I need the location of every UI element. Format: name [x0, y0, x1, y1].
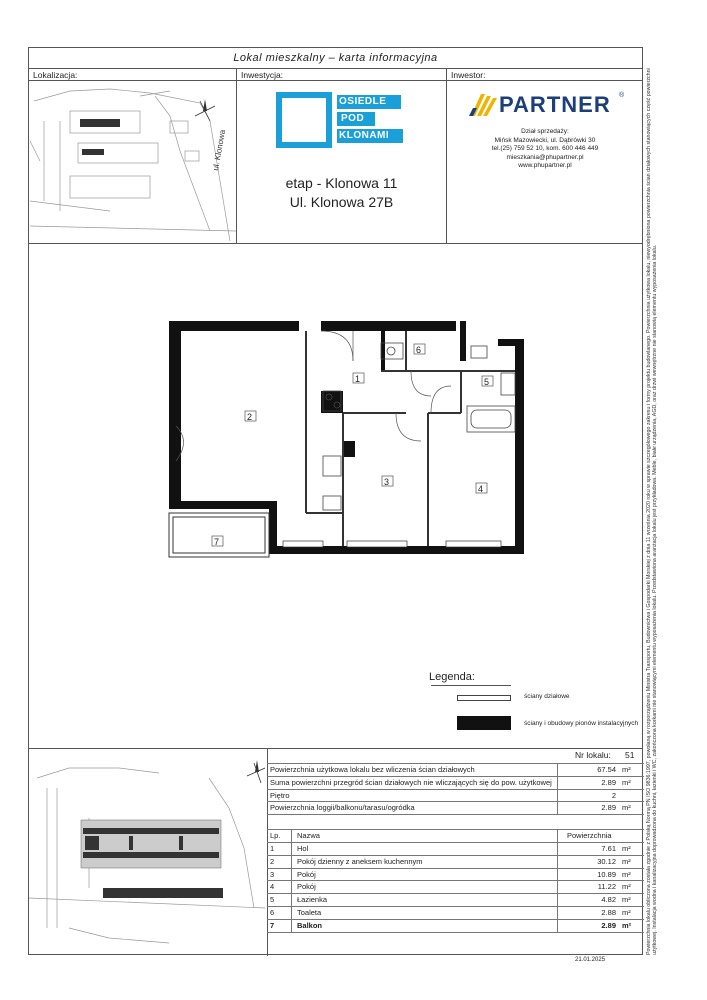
investor-cell [447, 68, 643, 243]
room-row: 5 Łazienka 4.82 m² [267, 894, 644, 907]
room-row: 3 Pokój 10.89 m² [267, 869, 644, 882]
room-label-5: 5 [484, 377, 490, 387]
summary-row: Powierzchnia użytkowa lokalu bez wliczenia ścian działowych 67.54 m² [267, 764, 644, 777]
room-label-2: 2 [247, 412, 253, 422]
building-mini-map [29, 748, 268, 956]
location-label: Lokalizacja: [33, 70, 78, 80]
osiedle-logo-line-2: POD [341, 113, 365, 124]
room-label-6: 6 [416, 345, 422, 355]
room-label-1: 1 [355, 374, 361, 384]
room-row: 2 Pokój dzienny z aneksem kuchennym 30.12 m² [267, 856, 644, 869]
unit-number-value: 51 [625, 750, 635, 760]
disclaimer-text: Powierzchnia lokalu obliczona została zgodnie z Polską Normą PN ISO 9836:1997, powołaną w rozporządzeniu Ministra Transportu, Budownictwa i Gospodarki Morskiej z dnia 11 września 2020 roku w sprawie szczegółowego zakresu i formy projektu budowlanego. Powierzchnia użytkowa lokalu, niewyodrębniona powierzchnia ścian działowych stanowiących część powierzchni użytkowej. Instalacja wodna i kanalizacyjna doprowadzona do kuchni, łazienki i WC, zakończona korkami nie stanowiącymi elementu wyposażenia lokalu. Przedstawiona aranżacja lokalu jest przykładowa. Meble, białe urządzenia, AGD, oraz drzwi wewnętrzne nie stanowią elementu wyposażenia lokalu. [646, 68, 659, 955]
legend-partition-walls: ściany działowe [524, 693, 570, 700]
room-row: 6 Toaleta 2.88 m² [267, 907, 644, 920]
info-sheet [28, 47, 643, 955]
legend-installation-walls: ściany i obudowy pionów instalacyjnych [524, 720, 639, 727]
osiedle-logo-line-1: OSIEDLE [339, 96, 387, 107]
room-label-3: 3 [384, 477, 390, 487]
sales-www[interactable]: www.phupartner.pl [518, 162, 572, 169]
street-label: ul. Klonowa [211, 129, 228, 172]
legend-swatch-solid [457, 716, 511, 730]
partner-logo-icon [469, 92, 499, 118]
location-cell [29, 68, 237, 243]
legend-title: Legenda: [429, 671, 475, 683]
partner-logo-text: PARTNER [499, 92, 611, 117]
room-row: 7 Balkon 2.89 m² [267, 920, 644, 933]
location-map [30, 81, 236, 241]
unit-number-row [267, 748, 644, 764]
summary-row: Piętro 2 [267, 790, 644, 803]
summary-row: Powierzchnia loggii/balkonu/tarasu/ogródka 2.89 m² [267, 802, 644, 815]
sales-title: Dział sprzedaży: [521, 128, 569, 135]
address-text: Ul. Klonowa 27B [289, 194, 394, 210]
investment-label: Inwestycja: [241, 70, 284, 80]
floor-plan [29, 243, 642, 573]
bottom-section [29, 748, 642, 956]
stage-text: etap - Klonowa 11 [285, 175, 398, 191]
room-row: 1 Hol 7.61 m² [267, 843, 644, 856]
unit-number-label: Nr lokalu: [575, 750, 611, 760]
room-row: 4 Pokój 11.22 m² [267, 881, 644, 894]
partner-logo-reg: ® [619, 92, 625, 99]
summary-row: Suma powierzchni przegród ścian działowych nie wliczających się do pow. użytkowej 2.89 m² [267, 777, 644, 790]
spacer-row [267, 815, 644, 830]
sales-email[interactable]: mieszkania@phupartner.pl [506, 153, 584, 161]
sales-phone: tel.(25) 759 52 10, kom. 600 446 449 [491, 145, 599, 152]
area-table [267, 748, 644, 933]
osiedle-logo-line-3: KLONAMI [339, 130, 390, 141]
room-label-4: 4 [478, 484, 484, 494]
investment-cell [237, 68, 447, 243]
floor-plan-area [29, 243, 642, 749]
rooms-header-row: Lp. Nazwa Powierzchnia [267, 830, 644, 843]
sales-address: Mińsk Mazowiecki, ul. Dąbrówki 30 [494, 136, 596, 144]
header-row [29, 68, 642, 244]
document-date: 21.01.2025 [575, 957, 606, 963]
page-title: Lokal mieszkalny – karta informacyjna [29, 48, 642, 69]
room-label-7: 7 [214, 537, 220, 547]
investor-label: Inwestor: [451, 70, 486, 80]
